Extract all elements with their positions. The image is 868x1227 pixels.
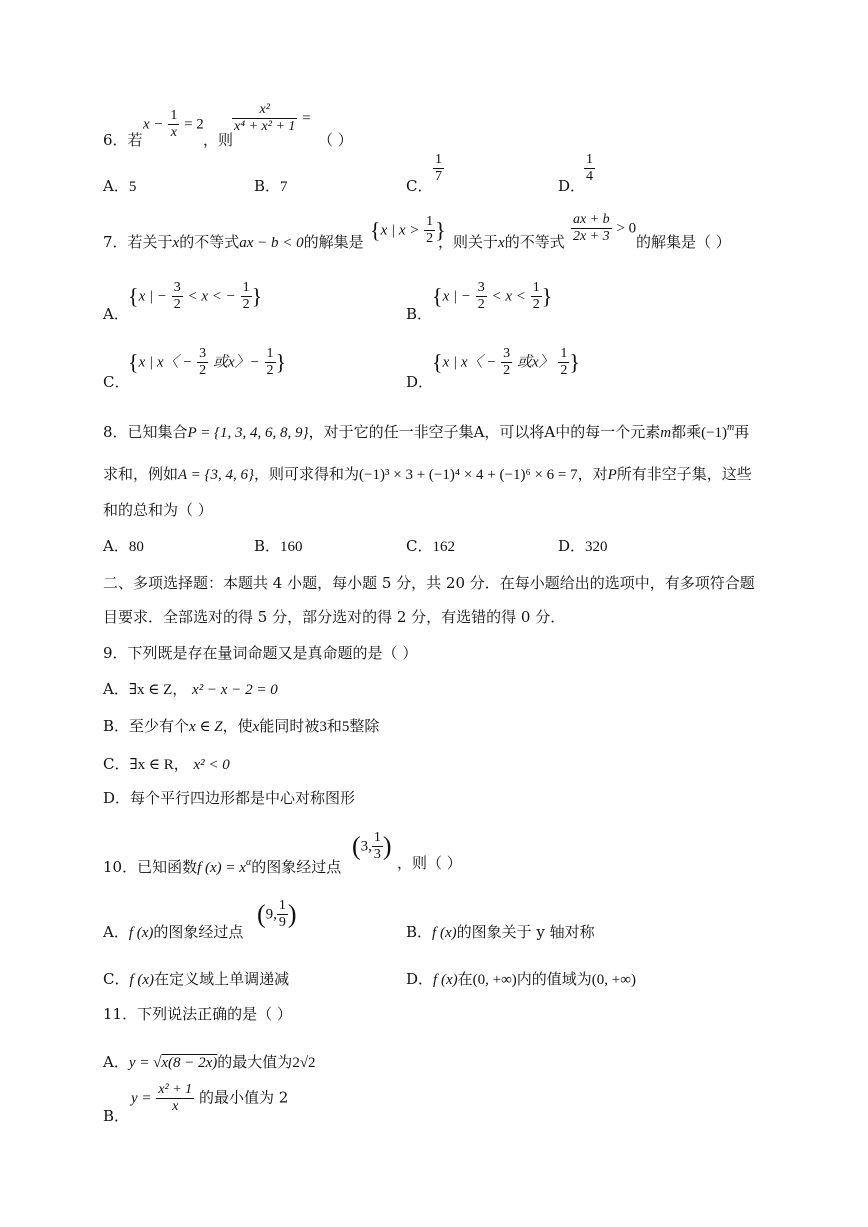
q9-option-a: A．∃x ∈ Z， x² − x − 2 = 0 [103,680,278,698]
q7-option-b: {x | − $\frac{3}{2}$ < x < $\frac{1}{2}$ } [432,280,553,312]
q10-stem-end: ，则（ ） [397,854,462,872]
q7-option-a: {x | − $\frac{3}{2}$ < x < − $\frac{1}{2}$ } [128,280,263,312]
q10-option-a: A．f (x)的图象经过点 [103,923,244,941]
q11-stem: 11．下列说法正确的是（ ） [103,1005,292,1023]
q8-option-b: B．160 [254,537,303,555]
q11-option-b: y = $\frac{\text{x² + 1}}{x}$ 的最小值为 2 [131,1082,289,1114]
section-2-instructions: 目要求．全部选对的得 5 分，部分选对的得 2 分，有选错的得 0 分． [103,608,566,626]
q6-option-c-frac: $\frac{1}{7}$ [435,152,442,184]
q6-option-c: C． [406,177,433,195]
q8-option-d: D．320 [558,537,608,555]
q9-option-d: D．每个平行四边形都是中心对称图形 [103,789,356,807]
q6-option-d-frac: $\frac{1}{4}$ [586,152,593,184]
q8-line-3: 和的总和为（ ） [103,501,213,519]
q8-line-2: 求和，例如A = {3, 4, 6}，则可求得和为(−1)³ × 3 + (−1)⁴ × 4 + (−1)⁶ × 6 = 7，对P所有非空子集，这些 [103,465,752,483]
q6-option-b: B．7 [254,177,288,195]
q10-point: (3, $\frac{1}{3}$ ) [352,830,392,862]
q6-answer-blank: （ ） [318,131,353,149]
q7-option-d-label: D． [406,373,434,391]
section-2-heading: 二、多项选择题：本题共 4 小题，每小题 5 分，共 20 分．在每小题给出的选项中，有多项符合题 [103,574,755,592]
q10-option-c: C．f (x)在定义域上单调递减 [103,970,290,988]
q6-condition: x − $\frac{1}{x}$ = 2 [143,108,204,140]
q10-option-d: D．f (x)在(0, +∞)内的值域为(0, +∞) [406,970,636,988]
q9-option-c: C．∃x ∈ R， x² < 0 [103,755,230,773]
q10-option-b: B．f (x)的图象关于 y 轴对称 [406,923,595,941]
q10-option-a-point: (9, $\frac{1}{9}$ ) [257,898,297,930]
q7-option-c-label: C． [103,373,130,391]
q6-expression: $\frac{\text{x²}}{\text{x⁴ + x² + 1}}$ = [234,102,311,134]
q6-option-a: A．5 [103,177,137,195]
q8-option-c: C．162 [406,537,455,555]
q11-option-a: A．y = √x(8 − 2x)的最大值为2√2 [103,1053,316,1071]
q8-option-a: A．80 [103,537,144,555]
q8-line-1: 8．已知集合P = {1, 3, 4, 6, 8, 9}，对于它的任一非空子集A，可以将A中的每一个元素m都乘$(-1)^m$再 [103,422,750,441]
q6-stem [103,130,143,150]
q7-option-c: {x | x〈 − $\frac{3}{2}$ 或x〉− $\frac{1}{2}$ } [128,346,287,378]
q7-option-d: {x | x〈 − $\frac{3}{2}$ 或x〉 $\frac{1}{2}$ } [432,346,580,378]
q10-stem: 10．已知函数f $(x) = x^\alpha$的图象经过点 [103,857,342,876]
q7-option-b-label: B． [406,305,433,323]
q9-option-b: B．至少有个x ∈ Z，使x能同时被3和5整除 [103,717,380,735]
q6-then: ，则 [203,131,234,149]
q7-stem-end: 的解集是（ ） [636,233,731,251]
q7-option-a-label: A． [103,305,129,323]
q7-inequality: $\frac{ax + b}{2x + 3}$ > 0 [573,212,637,244]
q7-solution-set: {x | x > $\frac{1}{2}$ } [370,214,446,246]
q6-number: 6．若 [103,131,143,149]
q11-option-b-label: B． [103,1107,130,1125]
q7-stem: 7．若关于x的不等式ax − b < 0的解集是 [103,233,364,251]
q7-stem-2: ，则关于x的不等式 [438,233,565,251]
q9-stem: 9．下列既是存在量词命题又是真命题的是（ ） [103,644,418,662]
q6-option-d: D． [558,177,586,195]
